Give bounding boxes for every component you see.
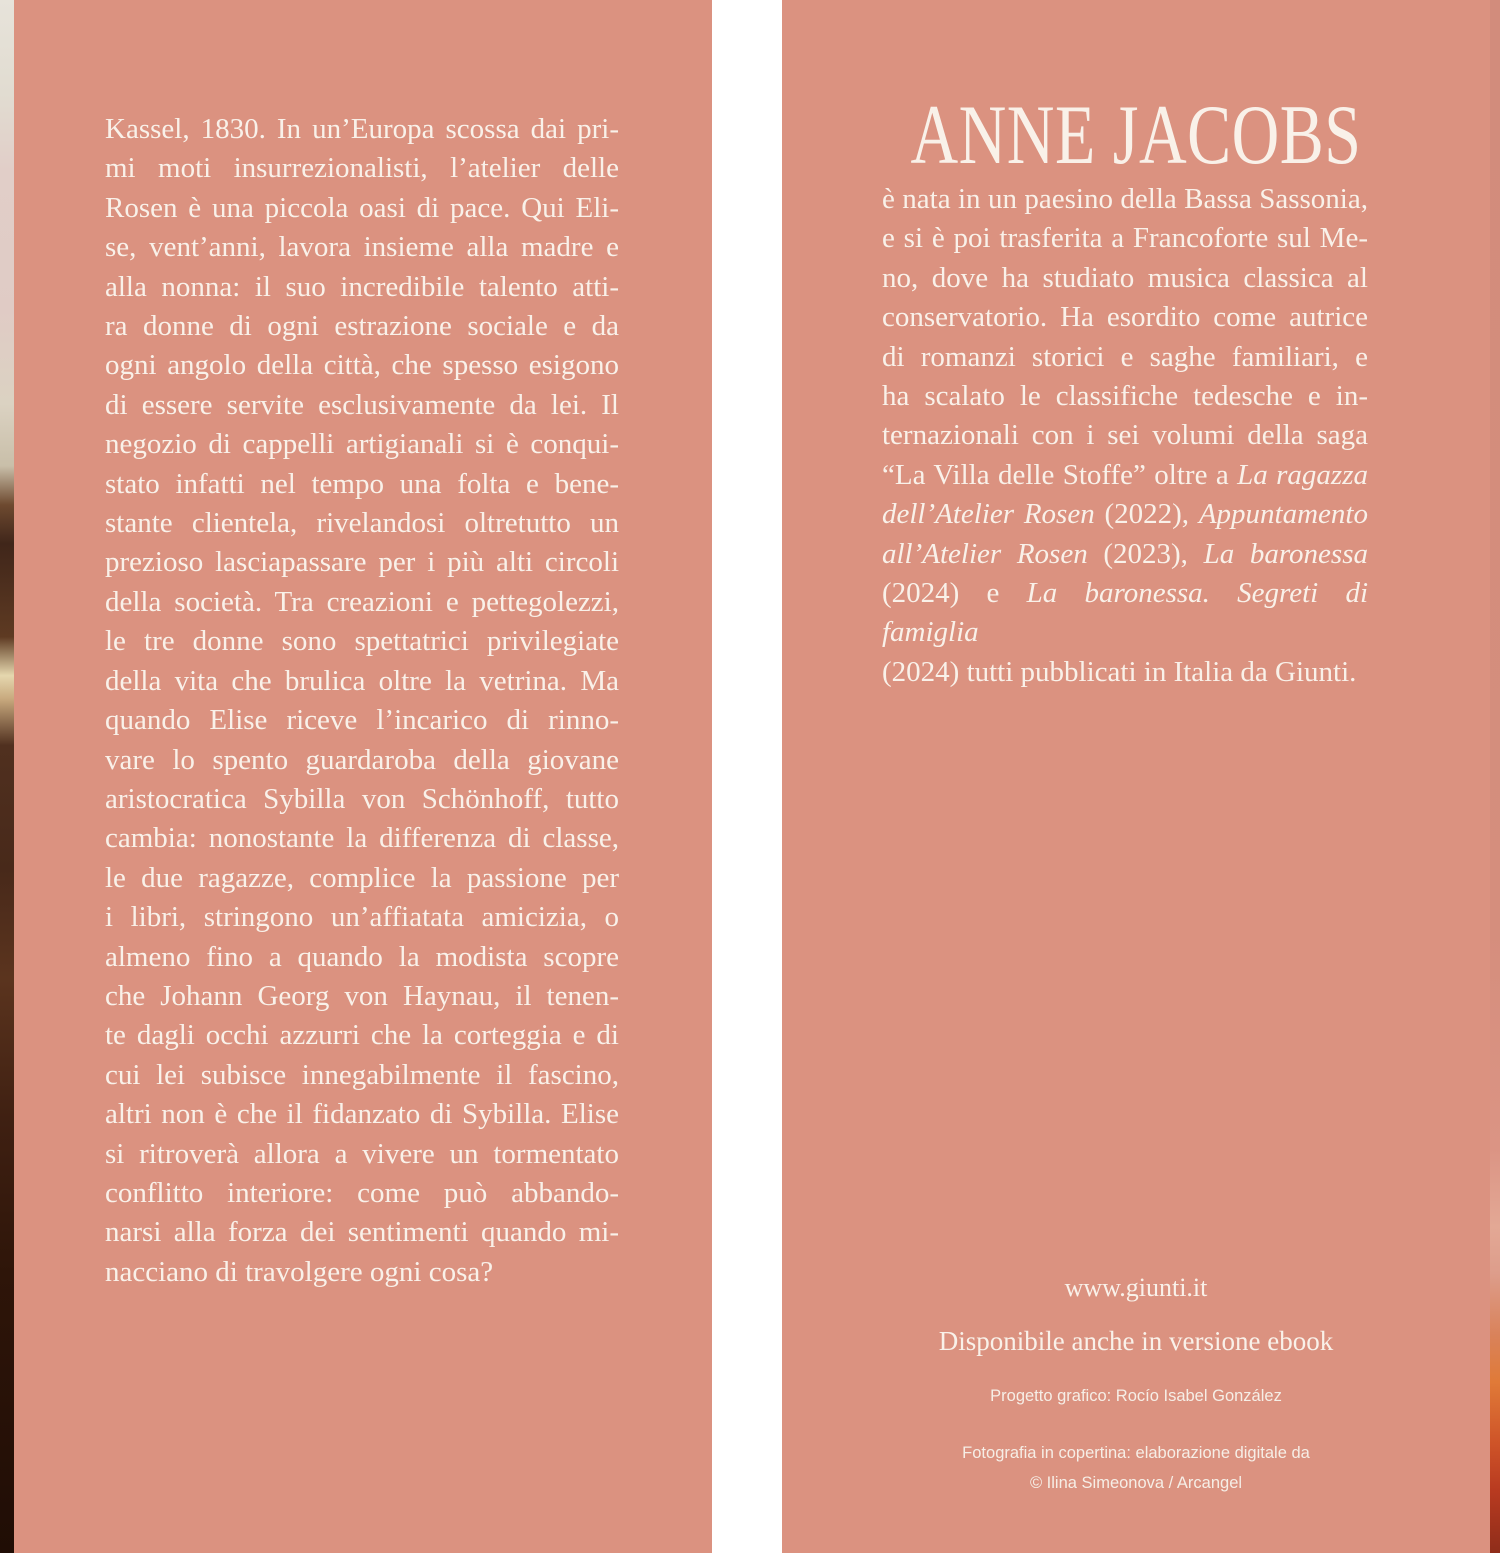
cover-photo-credit-line1: Fotografia in copertina: elaborazione digitale da xyxy=(962,1444,1310,1462)
text-line: della società. Tra creazioni e pettegolezzi, xyxy=(105,585,619,618)
text-line: di essere servite esclusivamente da lei. Il xyxy=(105,388,619,421)
text-line: (2024) e La baronessa. Segreti di famiglia xyxy=(882,577,1369,649)
text-line: vare lo spento guardaroba della giovane xyxy=(105,743,619,776)
jacket-flap-synopsis xyxy=(14,0,712,1553)
text-line: dell’Atelier Rosen (2022), Appuntamento xyxy=(882,498,1368,531)
synopsis-text xyxy=(105,110,619,1292)
text-line: ra donne di ogni estrazione sociale e da xyxy=(105,310,619,343)
text-line: cui lei subisce innegabilmente il fascino, xyxy=(105,1058,619,1091)
graphic-design-credit: Progetto grafico: Rocío Isabel González xyxy=(990,1387,1282,1405)
text-line: ternazionali con i sei volumi della saga xyxy=(882,419,1368,452)
text-line: si ritroverà allora a vivere un tormentato xyxy=(105,1137,619,1170)
cover-photo-credit-line2: © Ilina Simeonova / Arcangel xyxy=(1029,1474,1243,1492)
text-line: nacciano di travolgere ogni cosa? xyxy=(105,1255,494,1288)
text-line: almeno fino a quando la modista scopre xyxy=(105,940,619,973)
text-line: no, dove ha studiato musica classica al xyxy=(882,261,1368,294)
text-line: conflitto interiore: come può abbando- xyxy=(105,1176,619,1209)
text-line: stato infatti nel tempo una folta e bene- xyxy=(105,467,619,500)
text-line: (2024) tutti pubblicati in Italia da Giunti. xyxy=(882,655,1357,688)
text-line: aristocratica Sybilla von Schönhoff, tutto xyxy=(105,782,619,815)
text-line: stante clientela, rivelandosi oltretutto un xyxy=(105,507,619,540)
text-line: alla nonna: il suo incredibile talento atti- xyxy=(105,270,619,303)
text-line: che Johann Georg von Haynau, il tenen- xyxy=(105,979,619,1012)
text-line: è nata in un paesino della Bassa Sassonia, xyxy=(882,183,1368,215)
text-line: le due ragazze, complice la passione per xyxy=(105,861,619,894)
text-line: ha scalato le classifiche tedesche e in- xyxy=(882,380,1368,413)
text-line: cambia: nonostante la differenza di classe, xyxy=(105,822,619,855)
publisher-website: www.giunti.it xyxy=(1064,1273,1208,1302)
text-line: all’Atelier Rosen (2023), La baronessa xyxy=(882,537,1368,570)
text-line: i libri, stringono un’affiatata amicizia, o xyxy=(105,901,619,934)
text-line: conservatorio. Ha esordito come autrice xyxy=(882,301,1368,334)
text-line: le tre donne sono spettatrici privilegiate xyxy=(105,625,619,658)
jacket-flap-author xyxy=(782,0,1490,1553)
text-line: Rosen è una piccola oasi di pace. Qui Eli- xyxy=(105,191,619,224)
cover-photo-credit xyxy=(782,1438,1490,1498)
text-line: della vita che brulica oltre la vetrina. Ma xyxy=(105,664,619,697)
text-line: negozio di cappelli artigianali si è conqui- xyxy=(105,428,619,461)
text-line: mi moti insurrezionalisti, l’atelier delle xyxy=(105,152,619,185)
cover-photo-edge-right xyxy=(1490,0,1500,1553)
text-line: te dagli occhi azzurri che la corteggia e di xyxy=(105,1019,619,1052)
text-line: prezioso lasciapassare per i più alti circoli xyxy=(105,546,619,579)
text-line: altri non è che il fidanzato di Sybilla. Elise xyxy=(105,1098,619,1131)
text-line: “La Villa delle Stoffe” oltre a La ragazza xyxy=(882,458,1368,491)
author-name: ANNE JACOBS xyxy=(910,88,1362,183)
text-line: narsi alla forza dei sentimenti quando mi- xyxy=(105,1216,619,1249)
text-line: Kassel, 1830. In un’Europa scossa dai pri- xyxy=(105,113,619,145)
text-line: quando Elise riceve l’incarico di rinno- xyxy=(105,704,619,737)
author-bio-text xyxy=(882,180,1368,692)
text-line: e si è poi trasferita a Francoforte sul Me- xyxy=(882,222,1368,255)
cover-photo-edge-left xyxy=(0,0,14,1553)
ebook-availability-note: Disponibile anche in versione ebook xyxy=(938,1326,1334,1356)
text-line: ogni angolo della città, che spesso esigono xyxy=(105,349,619,382)
text-line: se, vent’anni, lavora insieme alla madre e xyxy=(105,231,619,264)
text-line: di romanzi storici e saghe familiari, e xyxy=(882,340,1368,373)
